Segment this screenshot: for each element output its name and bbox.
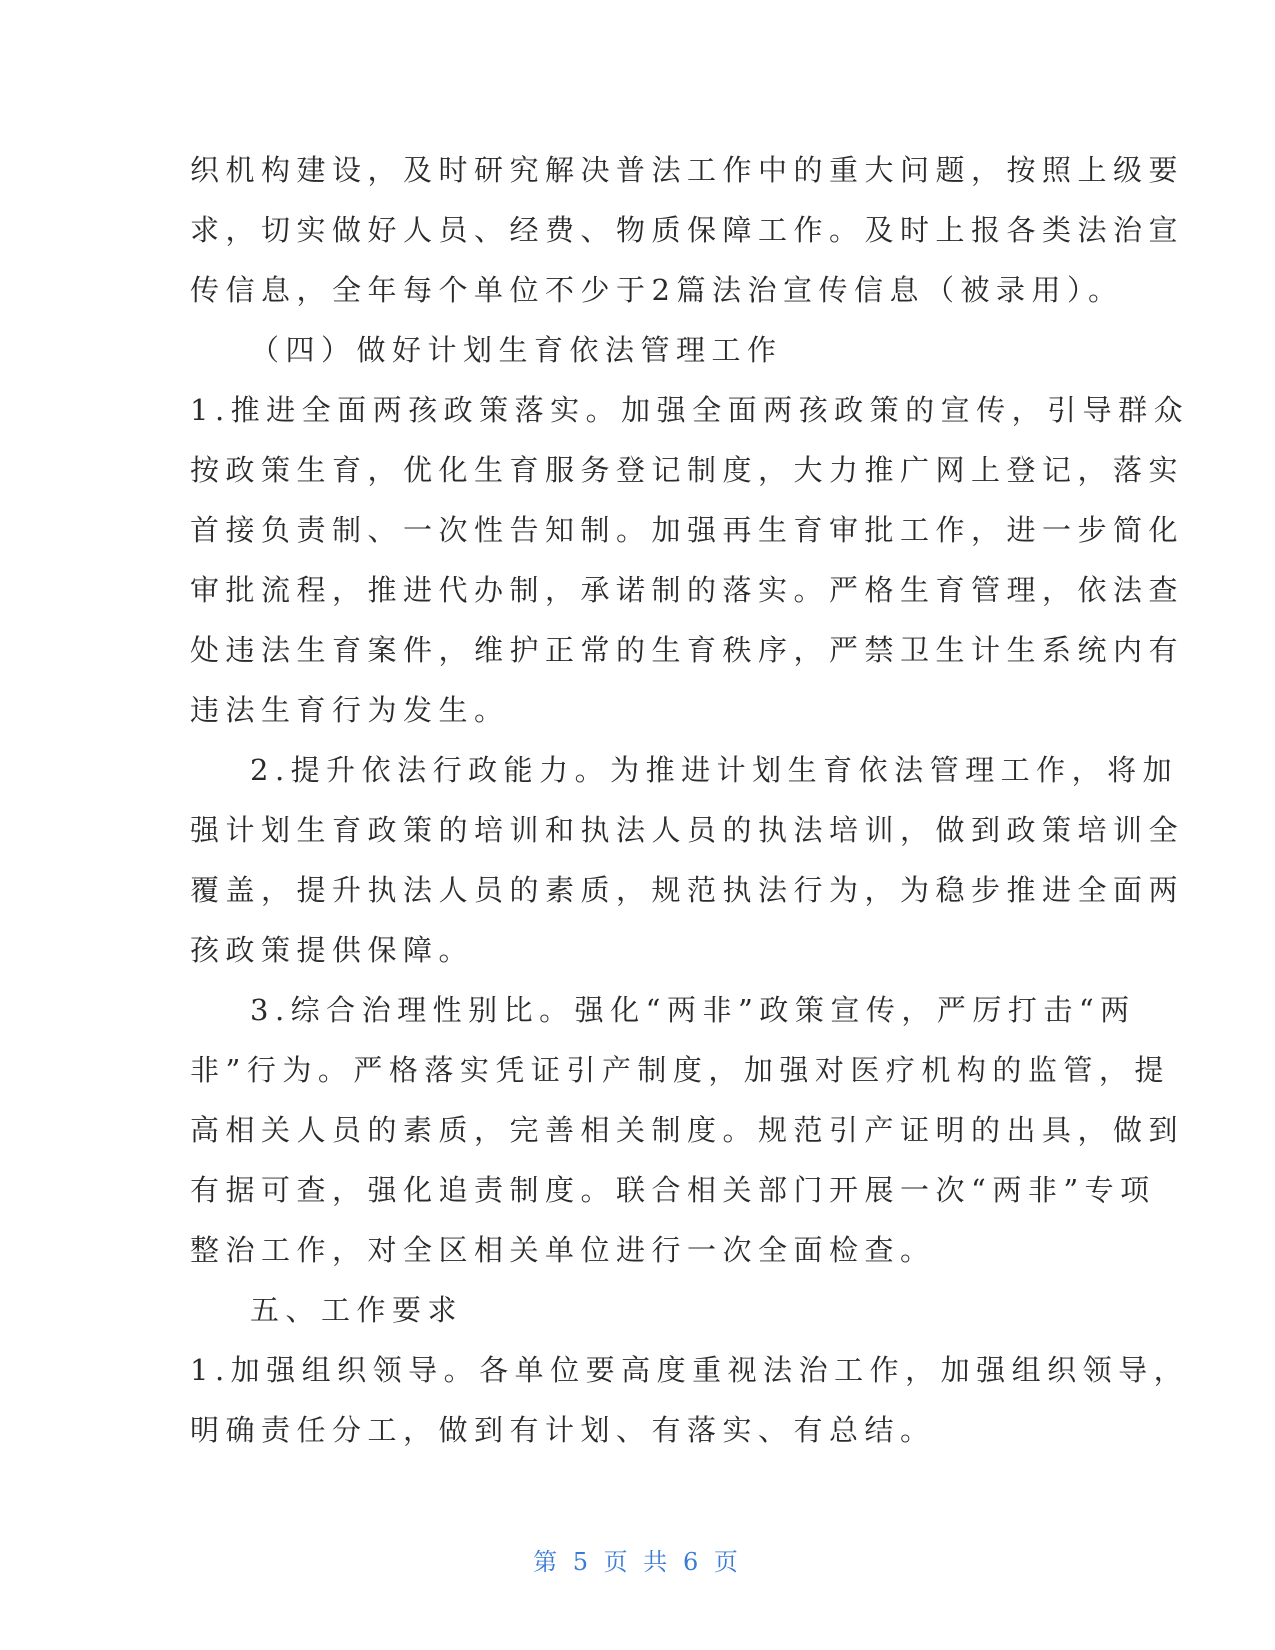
- paragraph-line: 1.加强组织领导。各单位要高度重视法治工作，加强组织领导，: [190, 1353, 1190, 1387]
- document-body: [190, 140, 1190, 1460]
- paragraph-line: 孩政策提供保障。: [190, 933, 475, 967]
- paragraph-line: 2.提升依法行政能力。为推进计划生育依法管理工作，将加: [250, 753, 1179, 787]
- section-heading: 五、工作要求: [250, 1293, 464, 1327]
- paragraph-line: 首接负责制、一次性告知制。加强再生育审批工作，进一步简化: [190, 513, 1185, 547]
- section-heading: （四）做好计划生育依法管理工作: [250, 333, 783, 367]
- paragraph-line: 审批流程，推进代办制，承诺制的落实。严格生育管理，依法查: [190, 573, 1185, 607]
- paragraph-line: 处违法生育案件，维护正常的生育秩序，严禁卫生计生系统内有: [190, 633, 1185, 667]
- paragraph-line: 1.推进全面两孩政策落实。加强全面两孩政策的宣传，引导群众: [190, 393, 1190, 427]
- paragraph-line: 按政策生育，优化生育服务登记制度，大力推广网上登记，落实: [190, 453, 1185, 487]
- paragraph-line: 明确责任分工，做到有计划、有落实、有总结。: [190, 1413, 936, 1447]
- paragraph-line: 3.综合治理性别比。强化“两非”政策宣传，严厉打击“两: [250, 993, 1136, 1027]
- paragraph-line: 求，切实做好人员、经费、物质保障工作。及时上报各类法治宣: [190, 213, 1185, 247]
- paragraph-line: 高相关人员的素质，完善相关制度。规范引产证明的出具，做到: [190, 1113, 1185, 1147]
- page-number-footer: 第 5 页 共 6 页: [533, 1548, 742, 1576]
- paragraph-line: 覆盖，提升执法人员的素质，规范执法行为，为稳步推进全面两: [190, 873, 1185, 907]
- paragraph-line: 传信息，全年每个单位不少于2篇法治宣传信息（被录用）。: [190, 273, 1124, 307]
- paragraph-line: 违法生育行为发生。: [190, 693, 510, 727]
- paragraph-line: 有据可查，强化追责制度。联合相关部门开展一次“两非”专项: [190, 1173, 1156, 1207]
- paragraph-line: 强计划生育政策的培训和执法人员的执法培训，做到政策培训全: [190, 813, 1185, 847]
- paragraph-line: 整治工作，对全区相关单位进行一次全面检查。: [190, 1233, 936, 1267]
- paragraph-line: 织机构建设，及时研究解决普法工作中的重大问题，按照上级要: [190, 153, 1185, 187]
- paragraph-line: 非”行为。严格落实凭证引产制度，加强对医疗机构的监管，提: [190, 1053, 1170, 1087]
